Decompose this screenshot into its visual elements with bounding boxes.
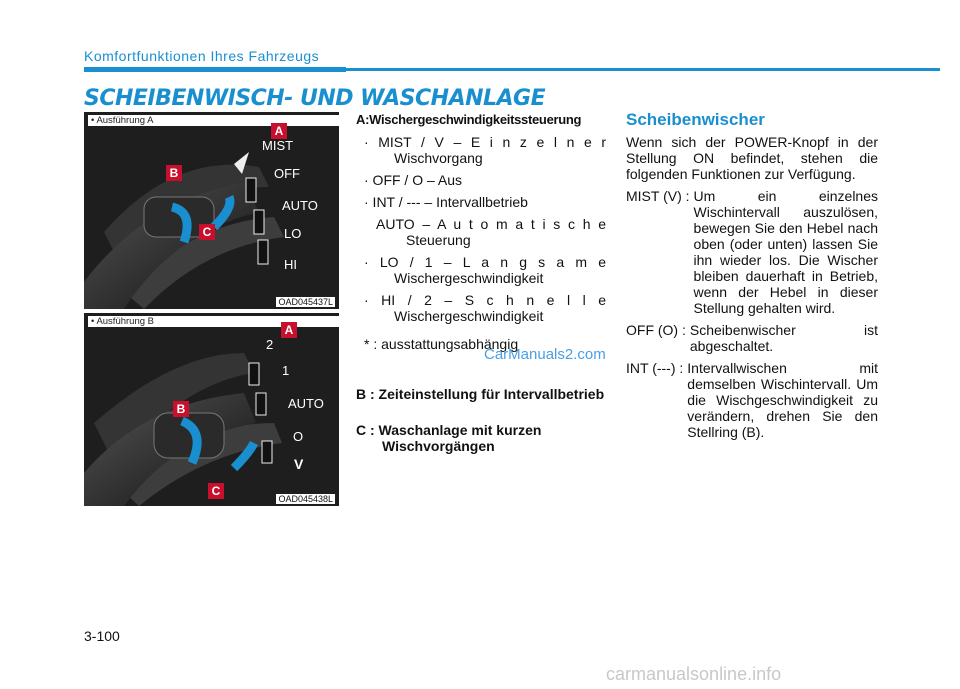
definition-desc: Scheibenwischer ist abgeschaltet. bbox=[689, 322, 878, 354]
figure-b-code: OAD045438L bbox=[278, 494, 333, 504]
page-number: 3-100 bbox=[84, 628, 120, 644]
callout-b: B bbox=[166, 165, 182, 181]
definition-term: INT (---) : bbox=[626, 360, 684, 376]
definition-row bbox=[626, 322, 878, 354]
watermark: CarManuals2.com bbox=[484, 346, 606, 363]
callout-c: C bbox=[199, 224, 215, 240]
figure-a-code: OAD045437L bbox=[278, 297, 333, 307]
definition-desc: Intervallwischen mit demselben Wischintervall. Um die Wischgeschwindigkeit zu verändern, drehen Sie den Stellring (B). bbox=[687, 360, 878, 440]
note: * : ausstattungsabhängig bbox=[364, 336, 519, 352]
position-label: AUTO bbox=[282, 198, 318, 213]
position-label: MIST bbox=[262, 138, 294, 153]
position-label: OFF bbox=[274, 166, 300, 181]
definition-term: MIST (V) : bbox=[626, 188, 690, 204]
position-label: O bbox=[293, 429, 304, 444]
callout-c: C bbox=[208, 483, 224, 499]
definition-row bbox=[626, 188, 878, 316]
mode-item: · LO / 1 – L a n g s a m e Wischergeschwindigkeit bbox=[364, 254, 606, 286]
section-title: Komfortfunktionen Ihres Fahrzeugs bbox=[84, 48, 320, 64]
position-label: 2 bbox=[266, 337, 274, 352]
mode-item: · INT / --- – Intervallbetrieb bbox=[364, 194, 528, 210]
right-column bbox=[626, 112, 878, 446]
mode-item: · OFF / O – Aus bbox=[364, 172, 463, 188]
mode-item: AUTO – A u t o m a t i s c h e Steuerung bbox=[376, 216, 606, 248]
mode-item: · MIST / V – E i n z e l n e r Wischvorgang bbox=[364, 134, 606, 166]
header-rule bbox=[84, 68, 940, 71]
position-label: 1 bbox=[282, 363, 290, 378]
callout-b: B bbox=[173, 401, 189, 417]
definition-term: OFF (O) : bbox=[626, 322, 686, 338]
figure-a-label: • Ausführung A bbox=[88, 115, 339, 126]
position-label: AUTO bbox=[288, 396, 324, 411]
speed-control-heading: A:Wischergeschwindigkeitssteuerung bbox=[356, 112, 582, 127]
definition-desc: Um ein einzelnes Wischintervall auszulösen, bewegen Sie den Hebel nach oben (oder unten) lassen Sie ihn wieder los. Die Wischer bleiben dauerhaft in Betrieb, wenn der Hebel in dieser Stellung gehalten wird. bbox=[693, 188, 878, 316]
callout-a: A bbox=[281, 322, 297, 338]
position-label: V bbox=[294, 456, 304, 472]
definition-row bbox=[626, 360, 878, 440]
figure-b-label: • Ausführung B bbox=[88, 316, 339, 327]
watermark: carmanualsonline.info bbox=[606, 664, 782, 684]
middle-column bbox=[356, 112, 606, 460]
figure-a bbox=[84, 112, 339, 309]
subheading: Scheibenwischer bbox=[626, 110, 765, 129]
position-label: HI bbox=[284, 257, 297, 272]
mode-item: · HI / 2 – S c h n e l l e Wischergeschwindigkeit bbox=[364, 292, 606, 324]
page-title: SCHEIBENWISCH- UND WASCHANLAGE bbox=[84, 86, 546, 111]
label-b: B : Zeiteinstellung für Intervallbetrieb bbox=[356, 386, 605, 402]
position-label: LO bbox=[284, 226, 302, 241]
callout-a: A bbox=[271, 123, 287, 139]
figure-b bbox=[84, 313, 339, 506]
label-c: C : Waschanlage mit kurzen Wischvorgängen bbox=[356, 422, 542, 454]
intro-paragraph: Wenn sich der POWER-Knopf in der Stellung ON befindet, stehen die folgenden Funktionen zur Verfügung. bbox=[626, 134, 878, 182]
